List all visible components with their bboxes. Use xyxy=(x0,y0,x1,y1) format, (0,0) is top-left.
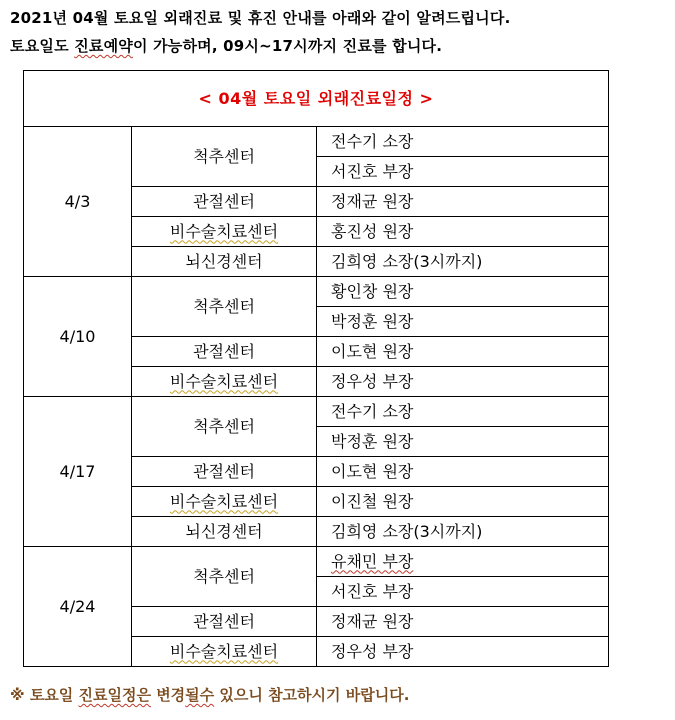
doctor-cell: 정우성 부장 xyxy=(317,637,609,667)
center-label: 비수술치료센터 xyxy=(169,221,279,241)
date-cell: 4/17 xyxy=(24,397,132,547)
center-cell xyxy=(132,217,317,247)
doctor-cell: 황인창 원장 xyxy=(317,277,609,307)
doctor-label: 유채민 부장 xyxy=(331,551,414,571)
center-cell: 관절센터 xyxy=(132,187,317,217)
doctor-cell: 정재균 원장 xyxy=(317,187,609,217)
center-label: 비수술치료센터 xyxy=(169,641,279,661)
doctor-cell: 박정훈 원장 xyxy=(317,427,609,457)
doctor-cell xyxy=(317,547,609,577)
center-cell xyxy=(132,487,317,517)
note-mark: ※ xyxy=(10,686,25,704)
doctor-cell: 이도현 원장 xyxy=(317,457,609,487)
date-cell: 4/10 xyxy=(24,277,132,397)
intro-line-2-pre: 토요일도 xyxy=(10,37,75,55)
doctor-cell: 전수기 소장 xyxy=(317,397,609,427)
footer-mid: 변경 xyxy=(150,686,186,704)
table-row xyxy=(24,277,609,307)
footer-post: 있으니 참고하시기 바랍니다. xyxy=(214,686,410,704)
center-cell: 관절센터 xyxy=(132,337,317,367)
center-label: 비수술치료센터 xyxy=(169,491,279,511)
schedule-table xyxy=(23,70,609,667)
intro-line-1: 2021년 04월 토요일 외래진료 및 휴진 안내를 아래와 같이 알려드립니다. xyxy=(10,9,511,27)
doctor-cell: 김희영 소장(3시까지) xyxy=(317,517,609,547)
doctor-cell: 이진철 원장 xyxy=(317,487,609,517)
footer-note xyxy=(10,684,409,705)
doctor-cell: 홍진성 원장 xyxy=(317,217,609,247)
center-cell: 관절센터 xyxy=(132,457,317,487)
center-cell: 척추센터 xyxy=(132,127,317,187)
footer-pre: 토요일 xyxy=(24,686,79,704)
intro-line-2-post: 이 가능하며, 09시~17시까지 진료를 합니다. xyxy=(132,37,443,55)
footer-may-word: 될수 xyxy=(185,686,215,704)
center-cell: 뇌신경센터 xyxy=(132,247,317,277)
center-cell: 척추센터 xyxy=(132,547,317,607)
doctor-cell: 서진호 부장 xyxy=(317,577,609,607)
center-cell: 관절센터 xyxy=(132,607,317,637)
doctor-cell: 정재균 원장 xyxy=(317,607,609,637)
center-cell xyxy=(132,367,317,397)
doctor-cell: 이도현 원장 xyxy=(317,337,609,367)
center-label: 비수술치료센터 xyxy=(169,371,279,391)
doctor-cell: 김희영 소장(3시까지) xyxy=(317,247,609,277)
intro-line-2 xyxy=(10,32,510,60)
table-row xyxy=(24,547,609,577)
table-row xyxy=(24,127,609,157)
footer-schedule-word: 진료일정은 xyxy=(78,686,151,704)
doctor-cell: 정우성 부장 xyxy=(317,367,609,397)
center-cell xyxy=(132,637,317,667)
intro-text xyxy=(10,4,510,60)
schedule-title: < 04월 토요일 외래진료일정 > xyxy=(24,71,609,127)
center-cell: 척추센터 xyxy=(132,277,317,337)
table-row xyxy=(24,397,609,427)
intro-line-2-reservation: 진료예약 xyxy=(74,37,133,55)
date-cell: 4/24 xyxy=(24,547,132,667)
doctor-cell: 박정훈 원장 xyxy=(317,307,609,337)
doctor-cell: 전수기 소장 xyxy=(317,127,609,157)
center-cell: 척추센터 xyxy=(132,397,317,457)
center-cell: 뇌신경센터 xyxy=(132,517,317,547)
doctor-cell: 서진호 부장 xyxy=(317,157,609,187)
date-cell: 4/3 xyxy=(24,127,132,277)
